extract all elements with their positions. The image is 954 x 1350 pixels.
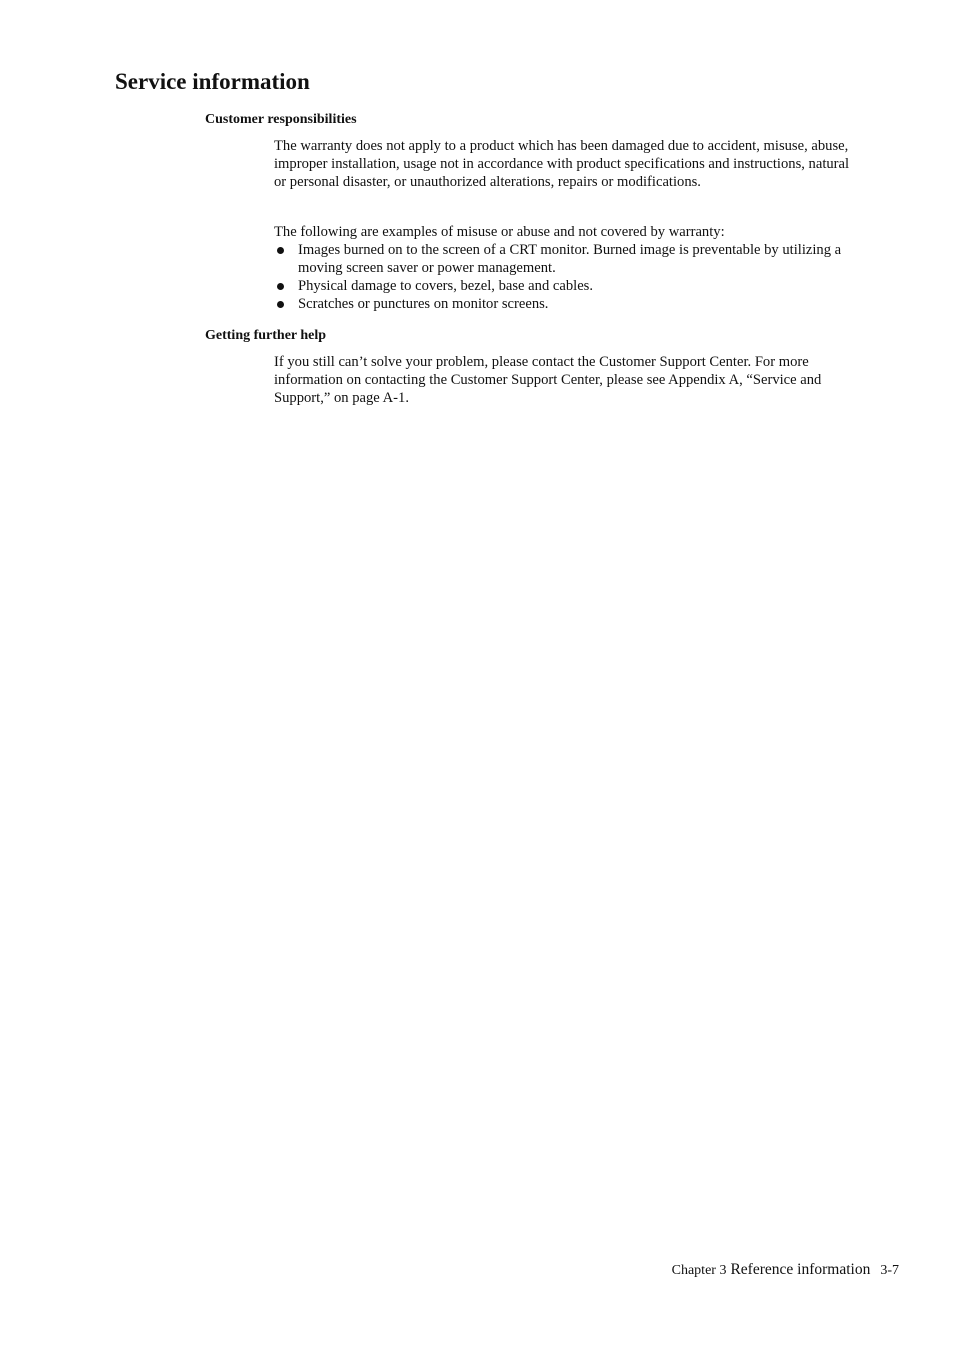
- bullet-icon: [277, 301, 284, 308]
- footer-chapter: Chapter 3: [671, 1263, 727, 1278]
- warranty-paragraph: The warranty does not apply to a product which has been damaged due to accident, misuse, abuse, improper installation, usage not in accordance with product specifications and instructions, natural or personal disaster, or unauthorized alterations, repairs or modifications.: [274, 138, 850, 190]
- customer-responsibilities-heading: Customer responsibilities: [205, 112, 357, 127]
- page-title: Service information: [115, 69, 310, 94]
- further-help-paragraph: If you still can’t solve your problem, please contact the Customer Support Center. For more information on contacting the Customer Support Center, please see Appendix A, “Service and Support,” on page A-1.: [274, 354, 822, 406]
- list-item: [274, 241, 854, 277]
- footer-title: Reference information: [730, 1261, 871, 1278]
- list-item: [274, 295, 854, 313]
- page-number: 3-7: [880, 1263, 899, 1278]
- list-item-text: Images burned on to the screen of a CRT monitor. Burned image is preventable by utilizing a moving screen saver or power management.: [298, 242, 842, 276]
- bullet-icon: [277, 283, 284, 290]
- examples-list: [274, 241, 854, 313]
- list-item-text: Scratches or punctures on monitor screens.: [298, 296, 549, 312]
- getting-further-help-heading: Getting further help: [205, 328, 327, 343]
- list-item-text: Physical damage to covers, bezel, base and cables.: [298, 278, 594, 294]
- page-footer: [672, 1261, 899, 1279]
- bullet-icon: [277, 247, 284, 254]
- examples-intro: The following are examples of misuse or abuse and not covered by warranty:: [274, 224, 725, 240]
- list-item: [274, 277, 854, 295]
